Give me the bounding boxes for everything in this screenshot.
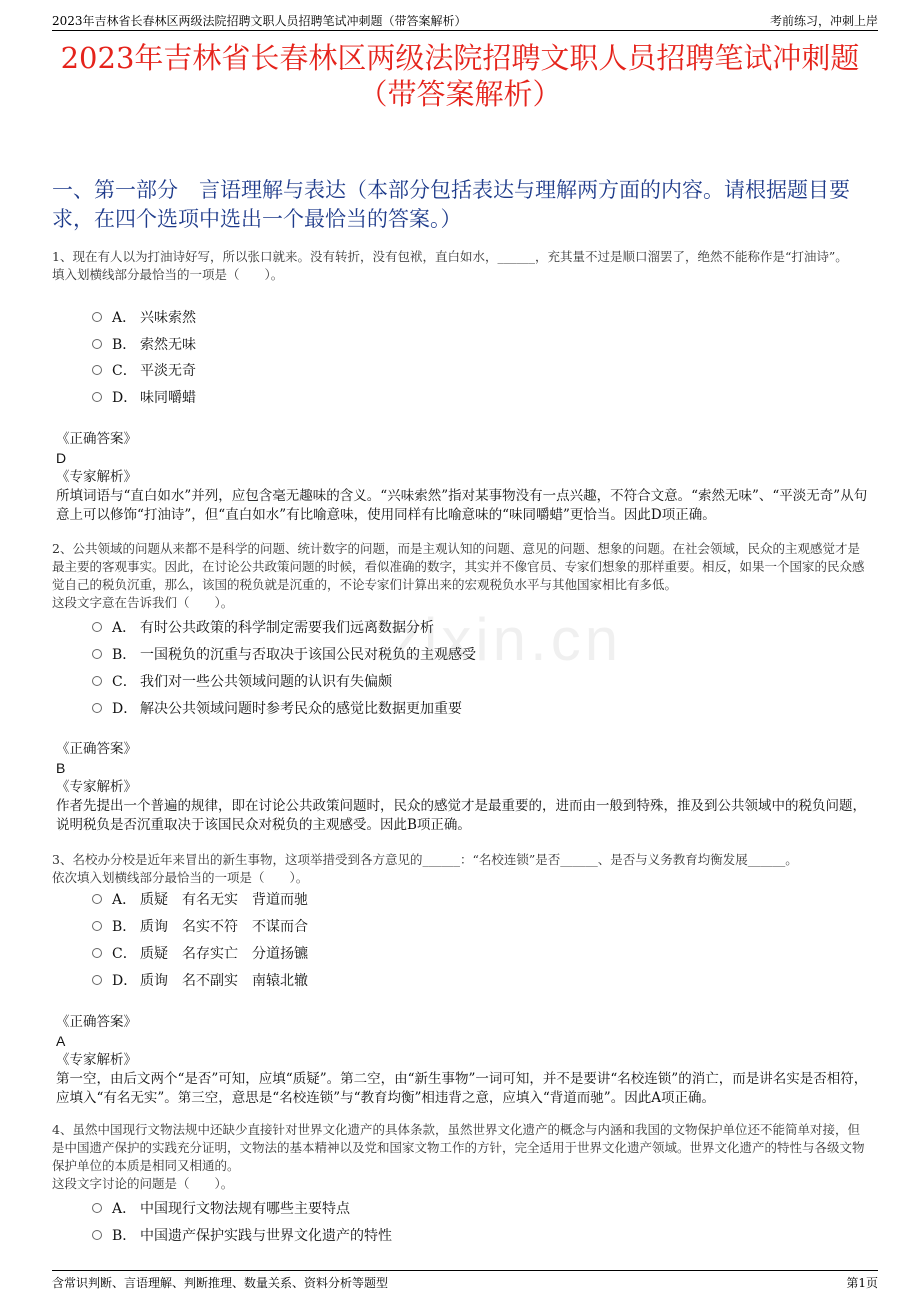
radio-icon[interactable] [92,703,102,713]
answer-block-3 [56,1013,868,1108]
section-heading: 一、第一部分 言语理解与表达（本部分包括表达与理解两方面的内容。请根据题目要求，在四个选项中选出一个最恰当的答案。） [52,178,850,231]
option-text: 兴味索然 [140,310,196,326]
answer-value: B [56,760,66,776]
option-2c[interactable]: C． 我们对一些公共领域问题的认识有失偏颇 [92,671,392,693]
option-3c[interactable]: C． 质疑 名存实亡 分道扬镳 [92,943,308,965]
option-3b[interactable]: B． 质询 名实不符 不谋而合 [92,916,308,938]
question-3 [52,851,868,887]
question-stem: 3、名校办分校是近年来冒出的新生事物，这项举措受到各方意见的______：“名校连锁”是否______、是否与义务教育均衡发展______。 [52,852,798,867]
radio-icon[interactable] [92,622,102,632]
header-slogan: 考前练习，冲刺上岸 [769,14,878,28]
answer-label: 《正确答案》 [56,431,137,447]
option-text: 索然无味 [140,337,196,353]
radio-icon[interactable] [92,921,102,931]
answer-value: D [56,450,67,466]
radio-icon[interactable] [92,339,102,349]
question-stem: 2、公共领域的问题从来都不是科学的问题、统计数字的问题，而是主观认知的问题、意见的问题、想象的问题。在社会领域，民众的主观感觉才是最主要的客观事实。因此，在讨论公共政策问题的时候，看似准确的数字，其实并不像官员、专家们想象的那样重要。相反，如果一个国家的民众感觉自己的税负沉重，那么，该国的税负就是沉重的，不论专家们计算出来的宏观税负水平与其他国家相比有多低。 [52,541,865,592]
question-ask: 这段文字意在告诉我们（ ）。 [52,595,234,610]
question-stem: 4、虽然中国现行文物法规中还缺少直接针对世界文化遗产的具体条款，虽然世界文化遗产的概念与内涵和我国的文物保护单位还不能简单对接，但是中国遗产保护的实践充分证明，文物法的基本精神以及党和国家文物工作的方针，完全适用于世界文化遗产领域。世界文化遗产的特性与各级文物保护单位的本质是相同又相通的。 [52,1122,865,1173]
question-1 [52,248,868,284]
analysis-text: 所填词语与“直白如水”并列，应包含毫无趣味的含义。“兴味索然”指对某事物没有一点兴趣，不符合文意。“索然无味”、“平淡无奇”从句意上可以修饰“打油诗”，但“直白如水”有比喻意味，使用同样有比喻意味的“味同嚼蜡”更恰当。因此D项正确。 [56,488,868,523]
option-1a[interactable]: A． 兴味索然 [92,307,196,329]
title-line-1: 2023年吉林省长春林区两级法院招聘文职人员招聘笔试冲刺题 [60,41,860,75]
answer-label: 《正确答案》 [56,1014,137,1030]
option-3d[interactable]: D． 质询 名不副实 南辕北辙 [92,970,308,992]
radio-icon[interactable] [92,1203,102,1213]
option-text: 解决公共领域问题时参考民众的感觉比数据更加重要 [140,701,462,717]
option-4a[interactable]: A． 中国现行文物法规有哪些主要特点 [92,1198,350,1220]
radio-icon[interactable] [92,1230,102,1240]
answer-block-2 [56,740,868,835]
option-4b[interactable]: B． 中国遗产保护实践与世界文化遗产的特性 [92,1225,392,1247]
analysis-text: 作者先提出一个普遍的规律，即在讨论公共政策问题时，民众的感觉才是最重要的，进而由一般到特殊，推及到公共领域中的税负问题，说明税负是否沉重取决于该国民众对税负的主观感受。因此B项正确。 [56,798,866,833]
radio-icon[interactable] [92,649,102,659]
option-1b[interactable]: B． 索然无味 [92,334,196,356]
option-text: 质询 名实不符 不谋而合 [140,919,308,935]
page-footer [52,1270,878,1291]
option-text: 质询 名不副实 南辕北辙 [140,973,308,989]
option-text: 质疑 名存实亡 分道扬镳 [140,946,308,962]
radio-icon[interactable] [92,975,102,985]
question-4 [52,1121,868,1193]
option-3a[interactable]: A． 质疑 有名无实 背道而驰 [92,889,308,911]
radio-icon[interactable] [92,365,102,375]
page-number: 第1页 [846,1276,878,1290]
radio-icon[interactable] [92,392,102,402]
option-text: 我们对一些公共领域问题的认识有失偏颇 [140,674,392,690]
answer-value: A [56,1033,66,1049]
option-2a[interactable]: A． 有时公共政策的科学制定需要我们远离数据分析 [92,617,434,639]
analysis-label: 《专家解析》 [56,469,137,485]
analysis-label: 《专家解析》 [56,779,137,795]
question-ask: 依次填入划横线部分最恰当的一项是（ ）。 [52,870,309,885]
option-text: 有时公共政策的科学制定需要我们远离数据分析 [140,620,434,636]
radio-icon[interactable] [92,948,102,958]
option-text: 味同嚼蜡 [140,390,196,406]
analysis-text: 第一空，由后文两个“是否”可知，应填“质疑”。第二空，由“新生事物”一词可知，并不是要讲“名校连锁”的消亡，而是讲名实是否相符，应填入“有名无实”。第三空，意思是“名校连锁”与“教育均衡”相违背之意，应填入“背道而驰”。因此A项正确。 [56,1071,868,1106]
radio-icon[interactable] [92,676,102,686]
option-text: 一国税负的沉重与否取决于该国公民对税负的主观感受 [140,647,476,663]
question-stem: 1、现在有人以为打油诗好写，所以张口就来。没有转折，没有包袱，直白如水，______，充其量不过是顺口溜罢了，绝然不能称作是“打油诗”。 [52,249,848,264]
header-doc-title: 2023年吉林省长春林区两级法院招聘文职人员招聘笔试冲刺题（带答案解析） [52,14,467,28]
option-text: 中国现行文物法规有哪些主要特点 [140,1201,350,1217]
option-1d[interactable]: D． 味同嚼蜡 [92,387,196,409]
question-ask: 这段文字讨论的问题是（ ）。 [52,1176,234,1191]
option-1c[interactable]: C． 平淡无奇 [92,360,196,382]
radio-icon[interactable] [92,312,102,322]
option-text: 中国遗产保护实践与世界文化遗产的特性 [140,1228,392,1244]
question-ask: 填入划横线部分最恰当的一项是（ ）。 [52,267,284,282]
option-2b[interactable]: B． 一国税负的沉重与否取决于该国公民对税负的主观感受 [92,644,476,666]
footer-note: 含常识判断、言语理解、判断推理、数量关系、资料分析等题型 [52,1276,389,1290]
page-title [40,40,880,112]
question-2 [52,540,868,612]
option-text: 质疑 有名无实 背道而驰 [140,892,308,908]
page-header [52,12,878,31]
option-text: 平淡无奇 [140,363,196,379]
answer-label: 《正确答案》 [56,741,137,757]
analysis-label: 《专家解析》 [56,1052,137,1068]
answer-block-1 [56,430,868,525]
option-2d[interactable]: D． 解决公共领域问题时参考民众的感觉比数据更加重要 [92,698,462,720]
radio-icon[interactable] [92,894,102,904]
watermark: zixin.cn [390,606,623,673]
title-line-2: （带答案解析） [358,77,562,111]
